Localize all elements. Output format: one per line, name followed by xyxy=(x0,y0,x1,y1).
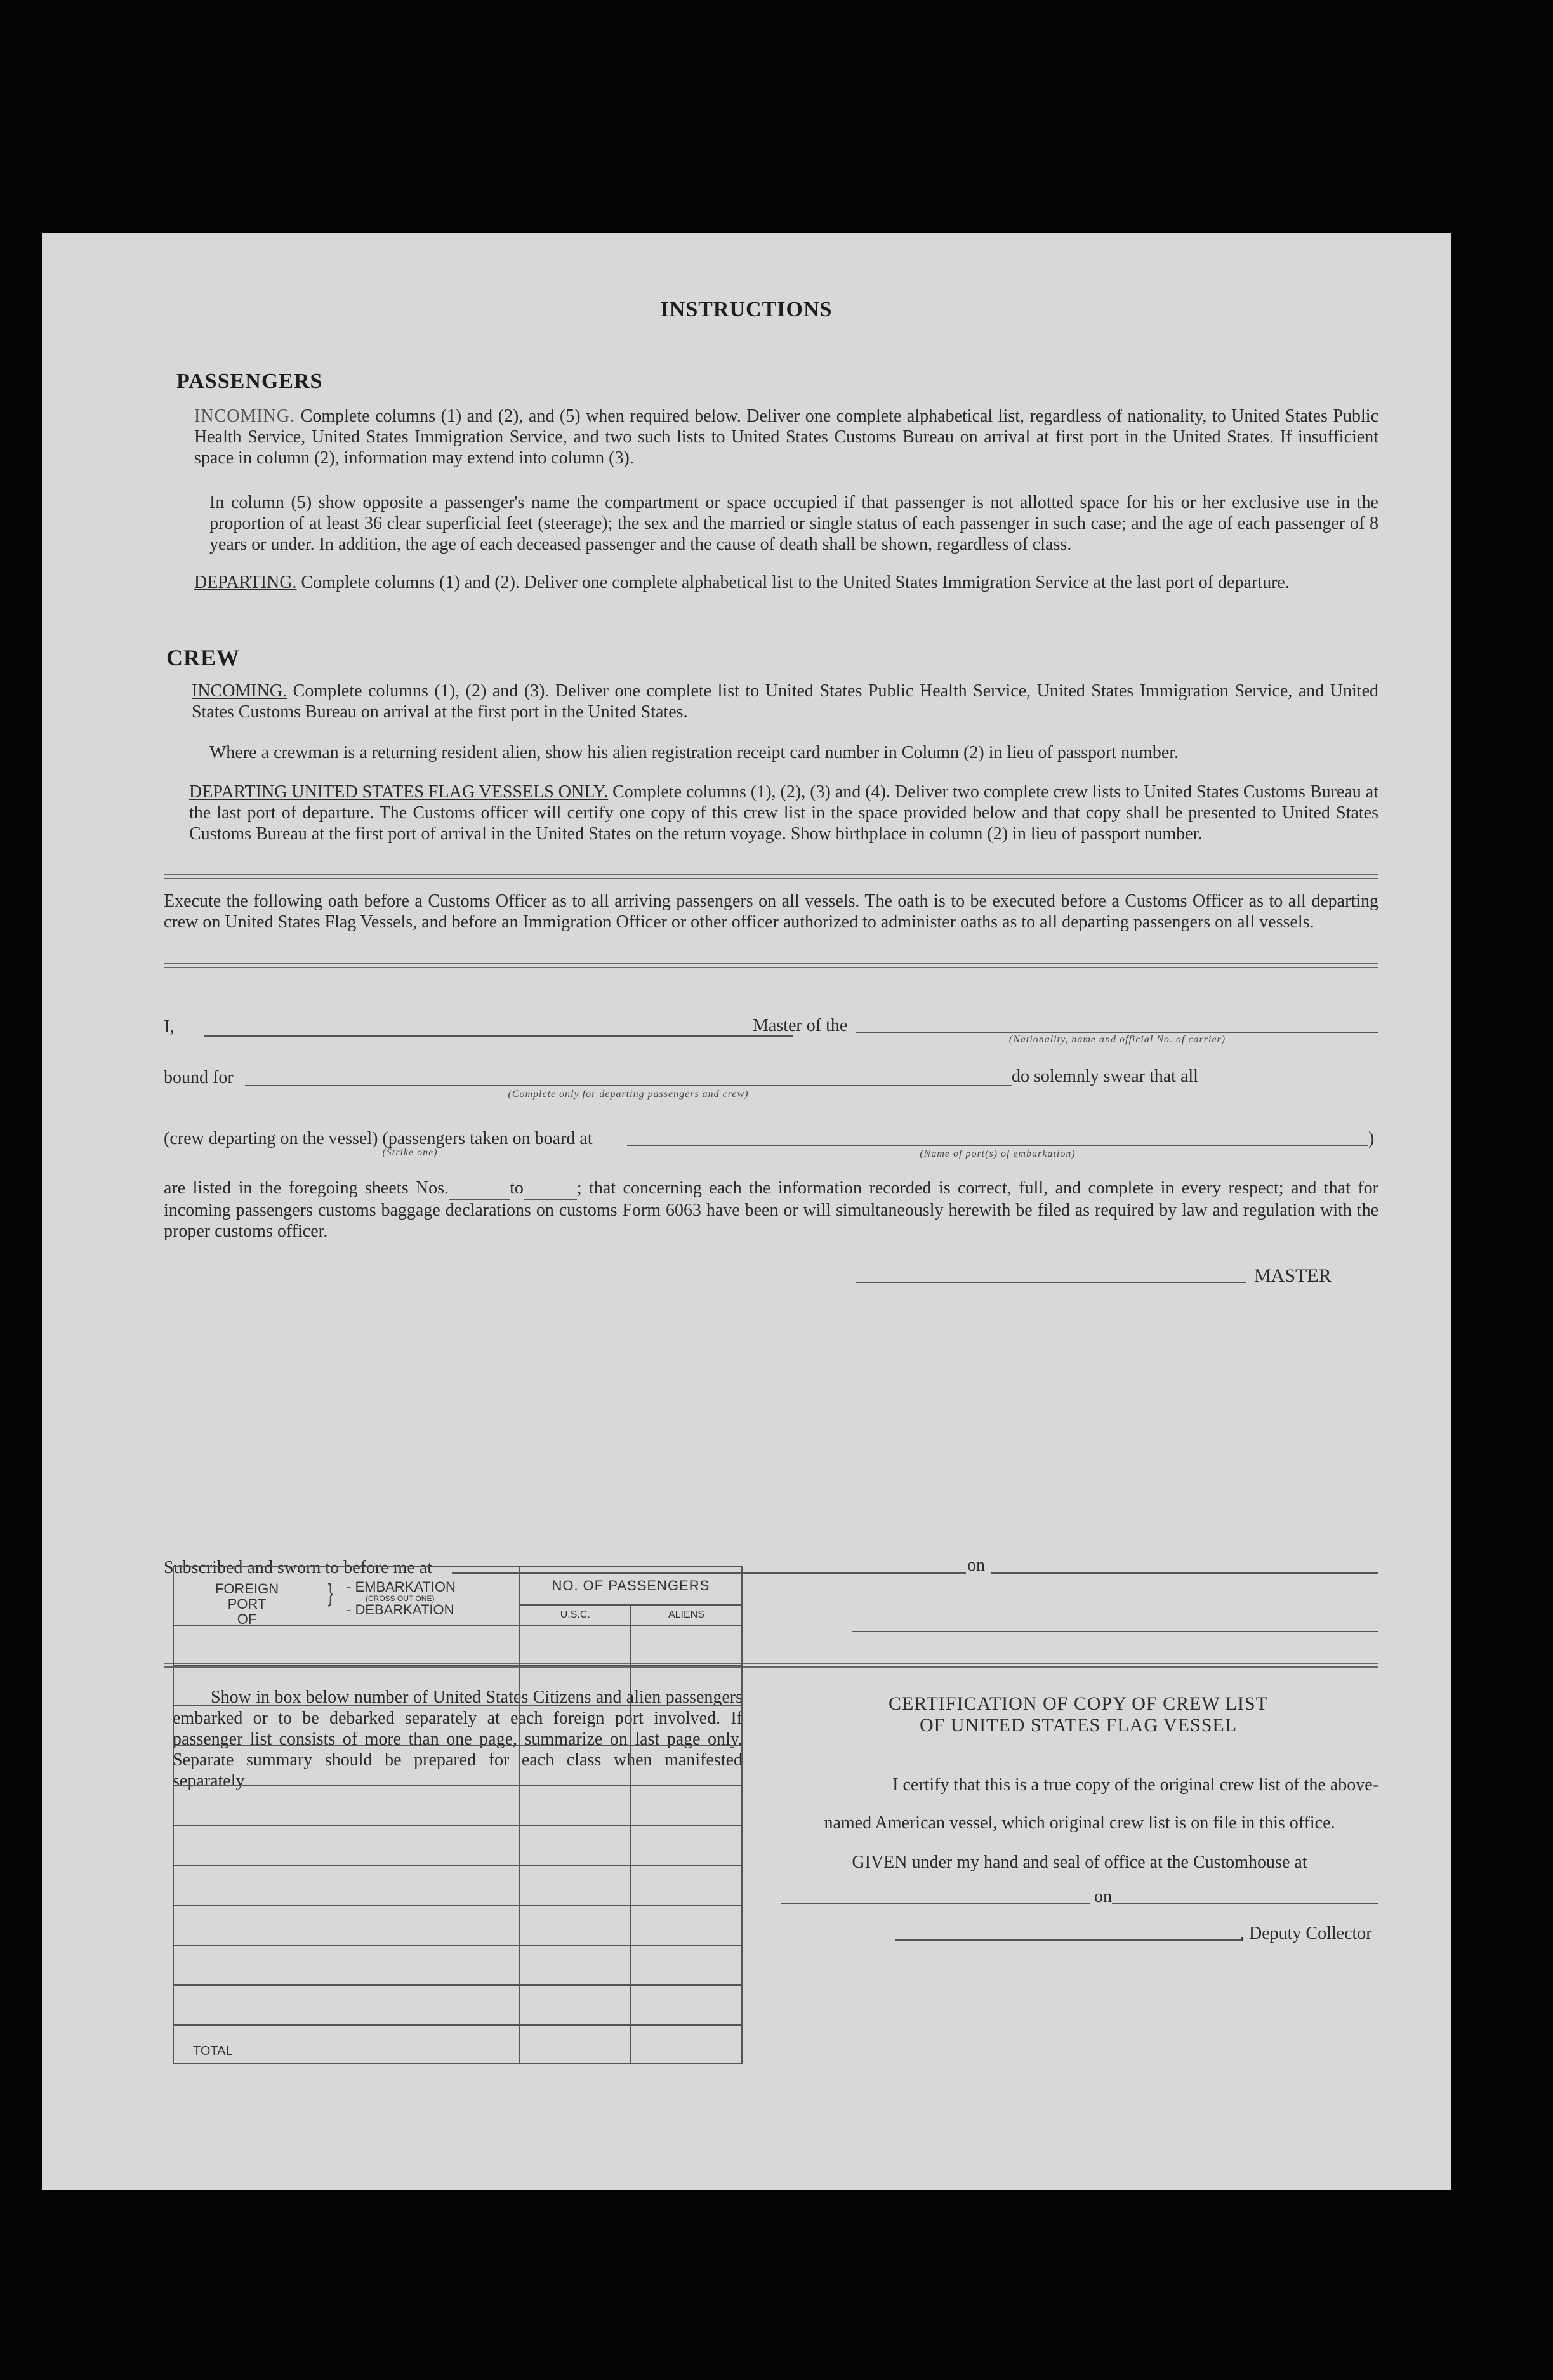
crew-departing-paragraph xyxy=(189,781,1378,844)
table-row xyxy=(173,1865,742,1905)
officer-signature-field[interactable] xyxy=(852,1631,1378,1632)
certify-line1: I certify that this is a true copy of the original crew list of the above- xyxy=(892,1775,1378,1795)
crew-departing-text: Complete columns (1), (2), (3) and (4). Deliver two complete crew lists to United States Customs Bureau at the last port of departure. The Customs officer will certify one copy of this crew list in the space provided below and that copy shall be presented to United States Customs Bureau at the first port of arrival in the United States on the return voyage. Show birthplace in column (2) in lieu of passport number. xyxy=(189,782,1378,844)
aliens-cell[interactable] xyxy=(631,1825,742,1865)
do-solemnly-label: do solemnly swear that all xyxy=(1012,1067,1198,1086)
aliens-cell[interactable] xyxy=(631,1985,742,2025)
table-row xyxy=(173,1665,742,1705)
of-label: OF xyxy=(237,1611,257,1627)
crew-passengers-label: (crew departing on the vessel) (passengers taken on board at xyxy=(164,1129,593,1148)
master-name-field[interactable] xyxy=(204,1035,793,1037)
sheets-to-label: to xyxy=(510,1178,524,1198)
usc-cell[interactable] xyxy=(520,1745,631,1785)
certification-title-line1: CERTIFICATION OF COPY OF CREW LIST xyxy=(888,1693,1269,1714)
table-row xyxy=(173,1905,742,1945)
certification-title-line2: OF UNITED STATES FLAG VESSEL xyxy=(919,1715,1238,1736)
divider xyxy=(164,874,1378,879)
port-cell[interactable] xyxy=(173,1985,520,2025)
sheets-nos-label: are listed in the foregoing sheets Nos. xyxy=(164,1178,449,1198)
port-cell[interactable] xyxy=(173,1745,520,1785)
passengers-departing-text: Complete columns (1) and (2). Deliver one complete alphabetical list to the United States Immigration Service at the last port of departure. xyxy=(301,573,1290,592)
bound-for-label: bound for xyxy=(164,1068,234,1087)
port-cell[interactable] xyxy=(173,1705,520,1745)
table-header-row xyxy=(173,1567,742,1605)
oath-instructions-paragraph: Execute the following oath before a Customs Officer as to all arriving passengers on all vessels. The oath is to be executed before a Customs Officer as to all departing crew on United States Flag Vessels, and before an Immigration Officer or other officer authorized to administer oaths as to all departing passengers on all vessels. xyxy=(164,891,1378,932)
passengers-heading: PASSENGERS xyxy=(176,369,323,393)
no-of-passengers-header: NO. OF PASSENGERS xyxy=(520,1567,742,1605)
aliens-cell[interactable] xyxy=(631,1625,742,1665)
aliens-header: ALIENS xyxy=(631,1605,742,1625)
crew-departing-label: DEPARTING UNITED STATES FLAG VESSELS ONLY. xyxy=(189,782,609,802)
usc-total-cell[interactable] xyxy=(520,2025,631,2063)
passengers-incoming-text: Complete columns (1) and (2), and (5) when required below. Deliver one complete alphabetical list, regardless of nationality, to United States Public Health Service, United States Immigration Service, and two such lists to United States Customs Bureau on arrival at first port in the United States. If insufficient space in column (2), information may extend into column (3). xyxy=(194,406,1379,468)
port-cell[interactable] xyxy=(173,1825,520,1865)
oath-i-label: I, xyxy=(164,1017,175,1037)
usc-cell[interactable] xyxy=(520,1625,631,1665)
passengers-incoming-paragraph xyxy=(194,406,1378,469)
table-row xyxy=(173,1985,742,2025)
port-cell[interactable] xyxy=(173,1865,520,1905)
port-cell[interactable] xyxy=(173,1905,520,1945)
port-cell[interactable] xyxy=(173,1625,520,1665)
port-cell[interactable] xyxy=(173,1945,520,1985)
complete-only-caption: (Complete only for departing passengers and crew) xyxy=(508,1089,749,1100)
port-cell[interactable] xyxy=(173,1785,520,1825)
total-label: TOTAL xyxy=(173,2025,520,2063)
passengers-departing-paragraph xyxy=(194,572,1378,593)
crew-incoming-paragraph xyxy=(192,681,1378,722)
table-row xyxy=(173,1705,742,1745)
certify-line2: named American vessel, which original crew list is on file in this office. xyxy=(824,1813,1335,1833)
crew-incoming-label: INCOMING. xyxy=(192,681,287,701)
table-row xyxy=(173,1785,742,1825)
crew-heading: CREW xyxy=(166,645,241,670)
passengers-departing-label: DEPARTING. xyxy=(194,573,297,592)
certification-date-field[interactable] xyxy=(1112,1903,1378,1904)
deputy-collector-label: , Deputy Collector xyxy=(1240,1924,1372,1943)
master-label: MASTER xyxy=(1254,1265,1332,1286)
usc-cell[interactable] xyxy=(520,1705,631,1745)
deputy-collector-signature-field[interactable] xyxy=(895,1939,1243,1941)
close-paren: ) xyxy=(1368,1129,1375,1148)
table-total-row xyxy=(173,2025,742,2063)
sheet-to-field[interactable] xyxy=(524,1178,577,1200)
given-under-hand-label: GIVEN under my hand and seal of office at the Customhouse at xyxy=(852,1852,1307,1872)
aliens-cell[interactable] xyxy=(631,1745,742,1785)
aliens-cell[interactable] xyxy=(631,1865,742,1905)
master-of-the-label: Master of the xyxy=(753,1016,848,1035)
passengers-incoming-label: INCOMING. xyxy=(194,406,296,426)
bound-for-field[interactable] xyxy=(245,1085,1012,1086)
port-cell[interactable] xyxy=(173,1665,520,1705)
table-row xyxy=(173,1625,742,1665)
passengers-column5-paragraph: In column (5) show opposite a passenger's name the compartment or space occupied if that passenger is not allotted space for his or her exclusive use in the proportion of at least 36 clear superficial feet (steerage); the sex and the married or single status of each passenger in such case; and the age of each passenger of 8 years or under. In addition, the age of each deceased passenger and the cause of death shall be shown, regardless of class. xyxy=(209,493,1378,554)
customhouse-field[interactable] xyxy=(781,1903,1090,1904)
debarkation-label: - DEBARKATION xyxy=(347,1602,454,1618)
table-row xyxy=(173,1825,742,1865)
usc-cell[interactable] xyxy=(520,1785,631,1825)
usc-header: U.S.C. xyxy=(520,1605,631,1625)
page-title: INSTRUCTIONS xyxy=(660,298,833,321)
crew-resident-paragraph: Where a crewman is a returning resident alien, show his alien registration receipt card number in Column (2) in lieu of passport number. xyxy=(209,743,1179,762)
strike-one-caption: (Strike one) xyxy=(382,1147,438,1158)
usc-cell[interactable] xyxy=(520,1905,631,1945)
sworn-date-field[interactable] xyxy=(991,1572,1378,1574)
carrier-field[interactable] xyxy=(856,1032,1378,1033)
sheet-from-field[interactable] xyxy=(449,1178,510,1200)
certification-title xyxy=(778,1693,1378,1736)
passenger-summary-table xyxy=(173,1566,743,2064)
table-row xyxy=(173,1945,742,1985)
usc-cell[interactable] xyxy=(520,1985,631,2025)
crew-incoming-text: Complete columns (1), (2) and (3). Deliver one complete list to United States Public Health Service, United States Immigration Service, and United States Customs Bureau on arrival at the first port in the United States. xyxy=(192,681,1379,722)
master-signature-field[interactable] xyxy=(856,1282,1246,1283)
embarkation-port-field[interactable] xyxy=(627,1145,1368,1146)
aliens-cell[interactable] xyxy=(631,1785,742,1825)
form-sheet xyxy=(42,233,1451,2190)
summary-instructions: Show in box below number of United States Citizens and alien passengers embarked or to be debarked separately at each foreign port involved. If passenger list consists of more than one page, summarize on last page only. Separate summary should be prepared for each class when manifested separately. xyxy=(173,1687,743,1791)
table-row xyxy=(173,1745,742,1785)
aliens-cell[interactable] xyxy=(631,1945,742,1985)
foreign-label: FOREIGN xyxy=(215,1581,279,1597)
aliens-cell[interactable] xyxy=(631,1705,742,1745)
oath-statement-text: ; that concerning each the information recorded is correct, full, and complete in every respect; and that for incoming passengers customs baggage declarations on customs Form 6063 have been or will simultaneously herewith be filed as required by law and regulation with the proper customs officer. xyxy=(164,1178,1379,1241)
sworn-on-label: on xyxy=(967,1555,985,1575)
certification-on-label: on xyxy=(1094,1887,1112,1906)
usc-cell[interactable] xyxy=(520,1825,631,1865)
foreign-port-header xyxy=(173,1567,520,1625)
usc-cell[interactable] xyxy=(520,1665,631,1705)
aliens-cell[interactable] xyxy=(631,1665,742,1705)
port-label: PORT xyxy=(227,1596,267,1612)
embarkation-label: - EMBARKATION xyxy=(347,1579,456,1595)
oath-statement-paragraph xyxy=(164,1178,1378,1242)
aliens-cell[interactable] xyxy=(631,1905,742,1945)
port-of-embarkation-caption: (Name of port(s) of embarkation) xyxy=(920,1148,1076,1159)
aliens-total-cell[interactable] xyxy=(631,2025,742,2063)
usc-cell[interactable] xyxy=(520,1945,631,1985)
cross-out-one-label: (CROSS OUT ONE) xyxy=(366,1594,435,1603)
usc-cell[interactable] xyxy=(520,1865,631,1905)
brace-icon: } xyxy=(327,1579,333,1607)
subscribed-label: Subscribed and sworn to before me at xyxy=(164,1558,432,1578)
divider xyxy=(164,963,1378,968)
nationality-caption: (Nationality, name and official No. of carrier) xyxy=(1008,1034,1226,1045)
